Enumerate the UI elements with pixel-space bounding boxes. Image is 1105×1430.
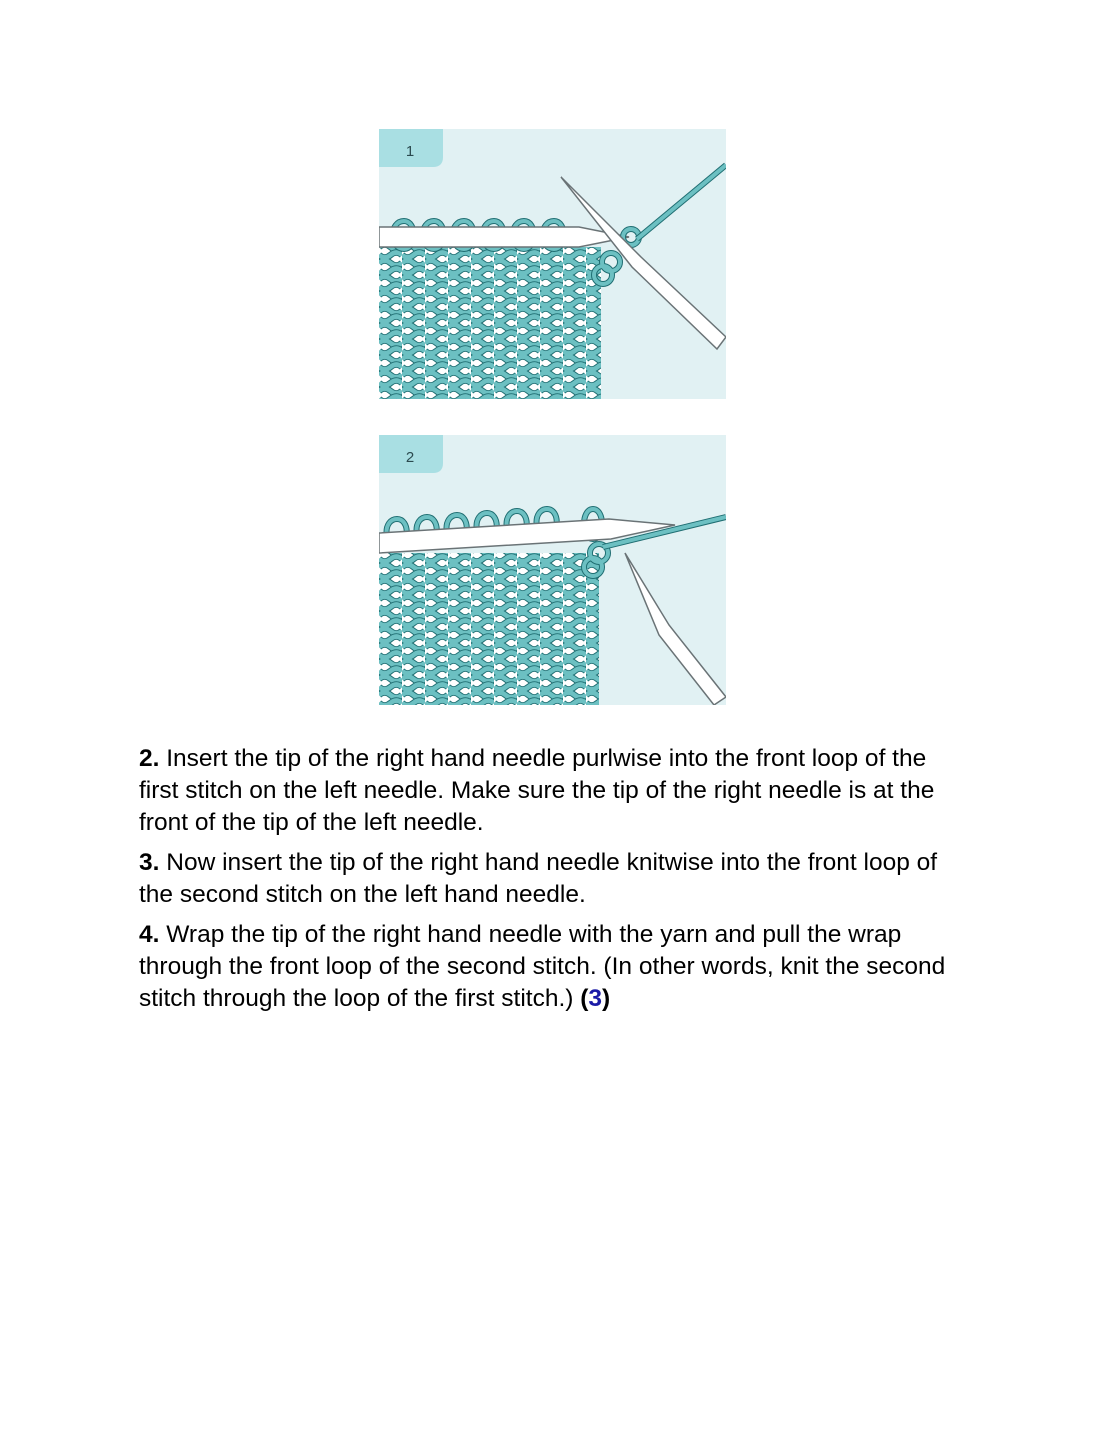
knitting-figure-2	[379, 435, 726, 705]
figure-3-link[interactable]: 3	[588, 985, 603, 1012]
instructions	[139, 743, 969, 1023]
step-number: 4.	[139, 921, 160, 948]
knitting-step-1-illustration	[379, 129, 726, 399]
knitting-step-2-illustration	[379, 435, 726, 705]
step-3	[139, 847, 969, 911]
step-number: 3.	[139, 849, 160, 876]
step-4	[139, 919, 969, 1015]
step-text: Wrap the tip of the right hand needle with the yarn and pull the wrap through the front loop of the second stitch. (In other words, knit the second stitch through the loop of the first stitch.)	[139, 921, 946, 1012]
step-text: Insert the tip of the right hand needle purlwise into the front loop of the first stitch on the left needle. Make sure the tip of the right needle is at the front of the tip of the left needle.	[139, 745, 935, 836]
step-2	[139, 743, 969, 839]
knitting-figure-1	[379, 129, 726, 399]
step-number: 2.	[139, 745, 160, 772]
figure-2-label: 2	[405, 449, 415, 466]
figure-1-label: 1	[405, 143, 415, 160]
figure-ref-open: (	[580, 985, 589, 1012]
step-text: Now insert the tip of the right hand needle knitwise into the front loop of the second stitch on the left hand needle.	[139, 849, 938, 908]
figure-ref-close: )	[602, 985, 611, 1012]
